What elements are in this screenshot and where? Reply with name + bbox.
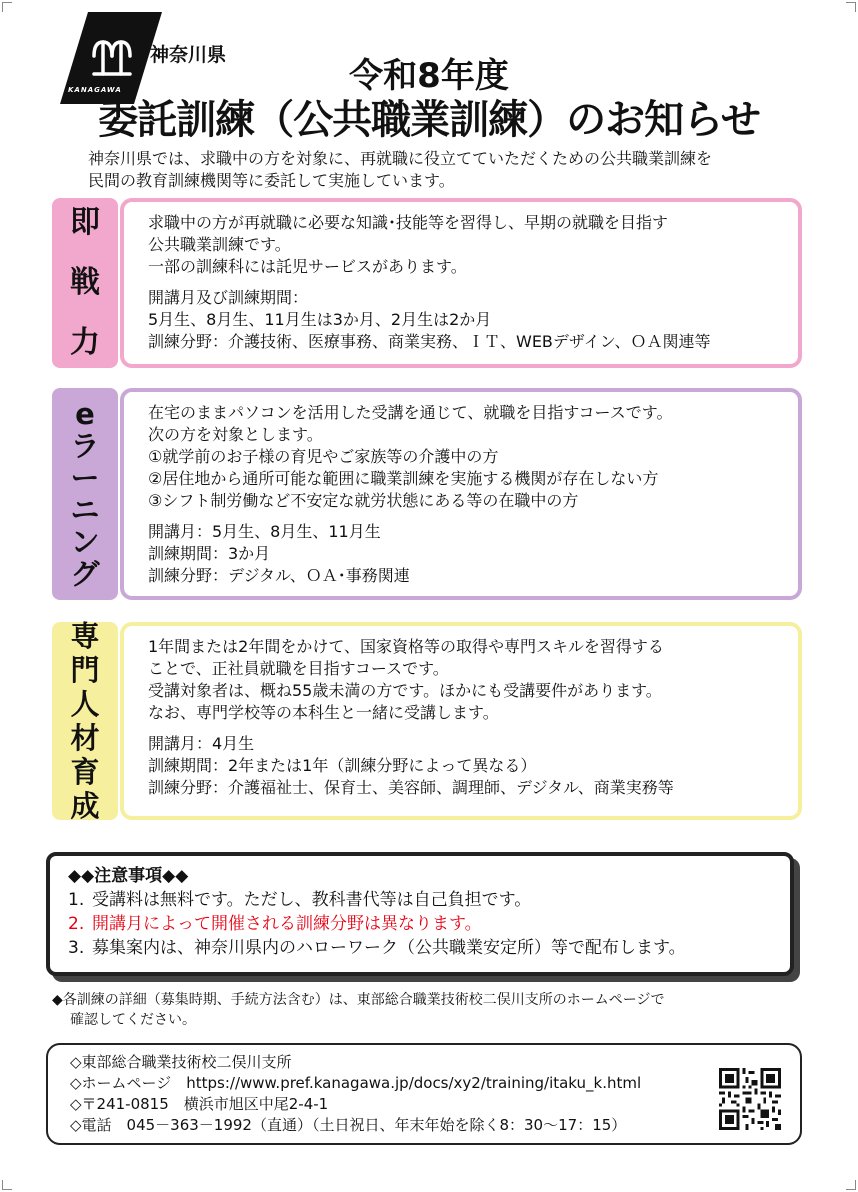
section-line: 公共職業訓練です。 [148,235,291,254]
qr-code-icon[interactable] [719,1068,781,1130]
section-line: 5月生、8月生、11月生は3か月、2月生は2か月 [148,310,492,329]
contact-line: ◇電話 045－363－1992（直通）（土日祝日、年末年始を除く8：30～17：15） [70,1116,627,1134]
contact-box [46,1043,802,1145]
notice-item-text: 開講月によって開催される訓練分野は異なります。 [92,914,482,934]
section-line: 開講月及び訓練期間： [148,288,309,307]
section-line: 開講月：5月生、8月生、11月生 [148,522,381,541]
tag-char: 成 [70,789,100,823]
section-line: ②居住地から通所可能な範囲に職業訓練を実施する機関が存在しない方 [148,469,659,488]
section-line: ③シフト制労働など不安定な就労状態にある等の在職中の方 [148,491,579,510]
section-line: 開講月：4月生 [148,734,255,753]
section-line: 訓練分野：介護福祉士、保育士、美容師、調理師、デジタル、商業実務等 [148,778,674,797]
section-line: 1年間または2年間をかけて、国家資格等の取得や専門スキルを習得する [148,637,664,656]
notice-item [68,936,772,960]
intro-line: 民間の教育訓練機関等に委託して実施しています。 [88,171,455,190]
section-line: 訓練期間：2年または1年（訓練分野によって異なる） [148,756,537,775]
section-line: 訓練分野：介護技術、医療事務、商業実務、ＩＴ、WEBデザイン、ＯＡ関連等 [148,332,711,351]
section-tag-elearning [52,388,118,600]
detail-line: 確認してください。 [70,1012,196,1028]
section-line: 訓練期間：3か月 [148,544,271,563]
intro-line: 神奈川県では、求職中の方を対象に、再就職に役立てていただくための公共職業訓練を [88,149,713,168]
intro-text [88,148,808,192]
tag-char: 門 [70,653,100,687]
notice-item-number: 3. [68,938,85,958]
tag-char: 専 [70,619,100,653]
contact-line: ◇東部総合職業技術校二俣川支所 [70,1053,292,1071]
section-box-senmon-jinzai [120,622,802,820]
tag-char: 育 [70,755,100,789]
section-line: 求職中の方が再就職に必要な知識･技能等を習得し、早期の就職を目指す [148,213,669,232]
tag-char: 材 [70,721,100,755]
notice-heading: ◆◆注意事項◆◆ [68,866,189,886]
tag-char: 力 [70,325,100,360]
section-line: 次の方を対象とします。 [148,425,323,444]
section-line: 在宅のままパソコンを活用した受講を通じて、就職を目指すコースです。 [148,403,673,422]
notice-box [46,852,794,976]
detail-line: ◆各訓練の詳細（募集時期、手続方法含む）は、東部総合職業技術校二俣川支所のホームページで [52,992,665,1008]
crop-mark-bottom-right [846,1180,856,1190]
section-box-elearning [120,388,802,600]
notice-item-number: 1. [68,890,85,910]
notice-item [68,912,772,936]
tag-char: グ [70,557,100,591]
crop-mark-bottom-left [2,1180,12,1190]
page-title-year: 令和8年度 [349,56,509,96]
prefecture-name: 神奈川県 [150,44,227,66]
section-line: なお、専門学校等の本科生と一緒に受講します。 [148,703,499,722]
contact-line[interactable]: ◇ホームページ https://www.pref.kanagawa.jp/docs/xy2/training/itaku_k.html [70,1074,642,1092]
tag-char: ン [70,525,100,559]
section-line: ことで、正社員就職を目指すコースです。 [148,659,449,678]
tag-char: 戦 [70,265,100,300]
detail-note [52,990,792,1030]
section-line: 一部の訓練科には託児サービスがあります。 [148,257,467,276]
page-title: 委託訓練（公共職業訓練）のお知らせ [98,97,760,143]
tag-char: 人 [70,687,100,721]
notice-item-number: 2. [68,914,85,934]
section-line: 受講対象者は、概ね55歳未満の方です。ほかにも受講要件があります。 [148,681,662,700]
section-box-sokusenryoku [120,198,802,368]
section-tag-senmon-jinzai [52,619,118,823]
notice-item-text: 募集案内は、神奈川県内のハローワーク（公共職業安定所）等で配布します。 [92,938,686,958]
tag-char: ラ [70,429,100,463]
tag-char: e [75,397,95,431]
crop-mark-top-left [2,2,12,12]
logo-caption: KANAGAWA [68,86,122,94]
section-tag-sokusenryoku [52,198,118,368]
notice-item-text: 受講料は無料です。ただし、教科書代等は自己負担です。 [92,890,532,910]
tag-char: ニ [70,493,100,527]
tag-char: ー [70,461,100,495]
crop-mark-top-right [846,2,856,12]
section-line: 訓練分野：デジタル、ＯＡ･事務関連 [148,566,410,585]
section-line: ①就学前のお子様の育児やご家族等の介護中の方 [148,447,499,466]
contact-line: ◇〒241-0815 横浜市旭区中尾2-4-1 [70,1095,329,1113]
tag-char: 即 [70,205,100,240]
notice-item [68,888,772,912]
